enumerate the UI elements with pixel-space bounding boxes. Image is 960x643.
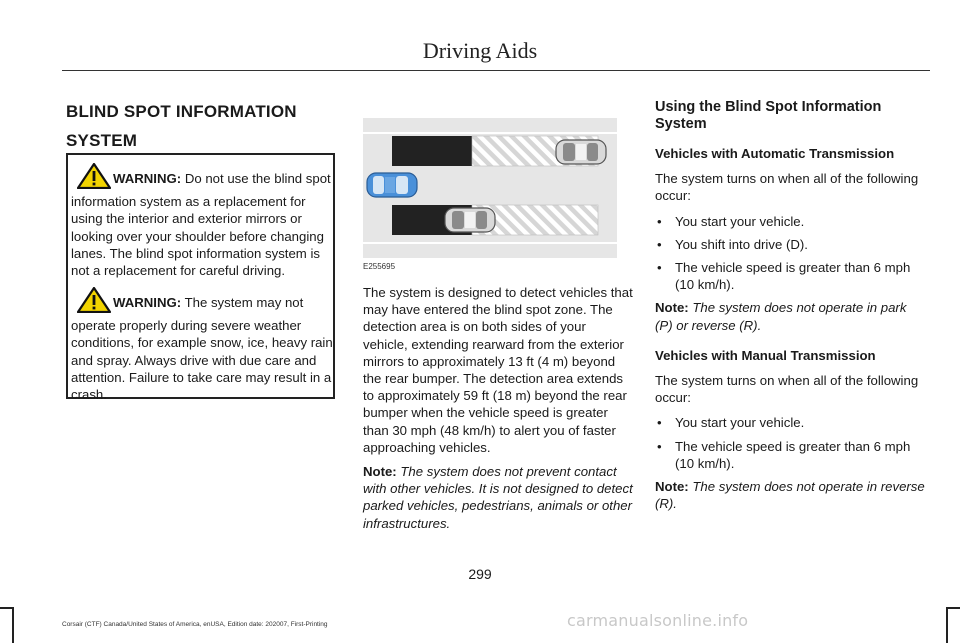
warning-1 xyxy=(71,163,333,279)
list-item: • The vehicle speed is greater than 6 mph (10 km/h). xyxy=(655,438,927,472)
warning-1-text: Do not use the blind spot information system as a replacement for using the interior and exterior mirrors or looking over your shoulder before changing lanes. The blind spot information system is not a replacement for careful driving. xyxy=(71,171,331,279)
figure-code: E255695 xyxy=(363,262,396,271)
section-title xyxy=(66,100,336,158)
page-number: 299 xyxy=(468,566,492,582)
note-label: Note: xyxy=(363,464,397,480)
list-item: • You start your vehicle. xyxy=(655,414,927,431)
manual-conditions-list xyxy=(655,414,927,472)
section-title-line2: SYSTEM xyxy=(66,131,138,150)
warning-box xyxy=(66,153,335,403)
blind-spot-diagram xyxy=(363,118,617,258)
list-item: • The vehicle speed is greater than 6 mph (10 km/h). xyxy=(655,259,927,293)
note-label: Note: xyxy=(655,300,689,316)
warning-2-text: The system may not operate properly during severe weather conditions, for example snow, ice, heavy rain and spray. Always drive with due care and attention. Failure to take care may result in a crash. xyxy=(71,295,333,403)
header-divider xyxy=(62,70,930,71)
warning-triangle-icon xyxy=(77,287,111,317)
subsection-heading: Using the Blind Spot Information System xyxy=(655,99,882,132)
warning-2 xyxy=(71,287,333,403)
note-text: The system does not operate in park (P) or reverse (R). xyxy=(655,300,907,333)
vehicle-bottom-icon xyxy=(445,208,495,232)
note-paragraph xyxy=(363,463,633,532)
footer-edition-text: Corsair (CTF) Canada/United States of America, enUSA, Edition date: 202007, First-Printing xyxy=(62,621,328,628)
automatic-note xyxy=(655,299,927,333)
note-text: The system does not prevent contact with other vehicles. It is not designed to detect parked vehicles, pedestrians, animals or other infrastructures. xyxy=(363,464,633,531)
list-item: • You start your vehicle. xyxy=(655,213,927,230)
manual-note xyxy=(655,478,927,512)
warning-2-label: WARNING: xyxy=(113,295,182,310)
note-text: The system does not operate in reverse (R). xyxy=(655,479,925,512)
automatic-conditions-list xyxy=(655,213,927,294)
crop-mark xyxy=(946,607,948,643)
list-item: • You shift into drive (D). xyxy=(655,236,927,253)
crop-mark xyxy=(12,607,14,643)
lane-line xyxy=(363,242,617,244)
crop-mark xyxy=(946,607,960,609)
lane-line xyxy=(363,132,617,134)
detection-zone-near-top xyxy=(392,136,472,166)
automatic-intro: The system turns on when all of the following occur: xyxy=(655,171,919,204)
manual-heading: Vehicles with Manual Transmission xyxy=(655,347,876,363)
watermark: carmanualsonline.info xyxy=(567,611,749,630)
right-column xyxy=(655,99,927,512)
vehicle-top-icon xyxy=(556,140,606,164)
automatic-heading: Vehicles with Automatic Transmission xyxy=(655,146,895,161)
warning-triangle-icon xyxy=(77,163,111,193)
manual-intro: The system turns on when all of the following occur: xyxy=(655,373,919,406)
page-header-title: Driving Aids xyxy=(422,38,538,63)
warning-1-label: WARNING: xyxy=(113,171,182,186)
own-vehicle-icon xyxy=(367,173,417,197)
description-paragraph: The system is designed to detect vehicles that may have entered the blind spot zone. The detection area is on both sides of your vehicle, extending rearward from the exterior mirrors to approximately 13 ft (4 m) beyond the rear bumper. The detection area extends to approximately 59 ft (18 m) beyond the rear bumper when the vehicle speed is greater than 30 mph (48 km/h) to alert you of faster approaching vehicles. xyxy=(363,285,633,455)
section-title-line1: BLIND SPOT INFORMATION xyxy=(66,102,297,121)
middle-column xyxy=(363,284,633,532)
blind-spot-figure xyxy=(363,118,617,258)
note-label: Note: xyxy=(655,479,689,495)
crop-mark xyxy=(0,607,14,609)
